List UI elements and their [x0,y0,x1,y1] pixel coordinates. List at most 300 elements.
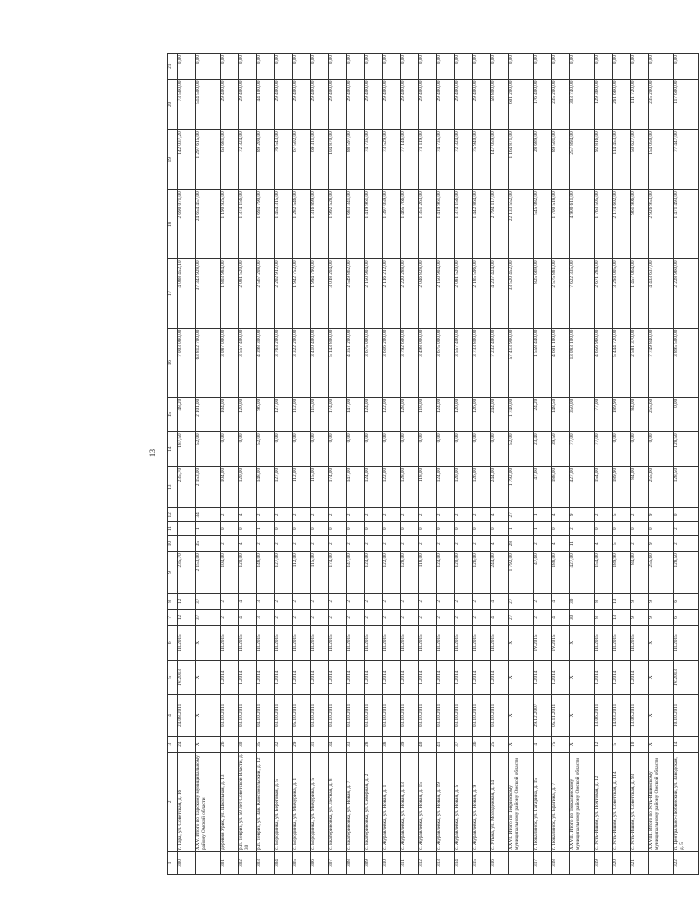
table-cell: 1 164 871,00 [509,130,534,190]
table-cell: 2 575 881,00 [552,259,570,328]
table-cell: 120,00 [239,466,257,508]
table-cell: IV.2013 [178,660,196,695]
table-cell: 244,00 [491,552,509,594]
subtotal-row [649,54,674,875]
table-cell: 2 [437,609,455,625]
table-cell: 2 228 960,00 [674,259,699,328]
table-cell: 318 [552,851,570,874]
table-cell: 44 100,00 [257,79,275,130]
table-cell: 03.10.2011 [437,695,455,737]
table-cell: 0,00 [631,432,649,467]
table-cell: 255,60 [649,466,674,508]
table-cell: 961 906,00 [631,190,649,259]
table-cell: 52,00 [257,432,275,467]
table-cell: X [649,660,674,695]
table-cell: 120,00 [239,552,257,594]
table-cell: 2 174 602,00 [613,190,631,259]
table-cell: 1 442 864,00 [473,190,491,259]
table-cell: 52,00 [196,432,221,467]
table-cell: 0 [552,522,570,536]
table-cell: X [570,626,595,661]
table-cell: 84,00 [631,466,649,508]
address-cell: XXV. Итого по Тарскому муниципальному району Омской области [196,752,221,851]
table-cell: X [196,695,221,737]
address-cell: с. Журавлевка, ул. Новая, д. 19 [437,752,455,851]
table-cell: 4 900 611,00 [570,190,595,259]
table-cell: 235 200,00 [649,79,674,130]
table-cell: 32 [275,736,293,752]
table-cell: 2 [570,522,595,536]
column-number-cell: 4 [168,695,178,737]
table-cell: 1 803 984,00 [221,259,239,328]
table-cell: 4 [552,536,570,552]
table-cell: 311 [401,851,419,874]
table-cell: 1 [534,508,552,522]
table-cell: 03.10.2011 [455,695,473,737]
table-cell: 1 [196,522,221,536]
table-cell: 126,00 [473,466,491,508]
table-cell [196,851,221,874]
table-cell: 2 [473,536,491,552]
table-cell: 0,00 [293,432,311,467]
table-cell: 0,00 [257,54,275,80]
table-cell: 0,00 [570,54,595,80]
table-cell: 0,00 [509,54,534,80]
table-cell: 176 400,00 [534,79,552,130]
address-cell: р.п. Тевриз, ул. Зав. Комсомольский, д. 12 [257,752,275,851]
table-cell: 9 [649,536,674,552]
table-cell: 322 [674,851,699,874]
table-cell: 4 601 100,00 [552,328,570,397]
table-cell: 2 081 520,00 [455,259,473,328]
table-cell: X [649,626,674,661]
table-cell: 1 763 505,00 [595,190,613,259]
table-cell: 7 232 400,00 [491,328,509,397]
table-cell: I.2014 [473,660,491,695]
table-cell: 3 733 800,00 [473,328,491,397]
table-cell: 29 400,00 [329,79,347,130]
column-number-cell: 17 [168,259,178,328]
table-cell: 24 654 457,00 [196,190,221,259]
table-cell: III.2015 [239,626,257,661]
table-cell: 307 [329,851,347,874]
table-cell: I.2014 [437,660,455,695]
table-cell: 29 400,00 [293,79,311,130]
table-cell: 2 [329,609,347,625]
table-cell: 111 720,00 [631,79,649,130]
table-cell: 319 [595,851,613,874]
table-cell: 4 [552,508,570,522]
table-cell: 2 [383,536,401,552]
table-cell: 40 [419,736,437,752]
table-cell: 300 [178,851,196,874]
table-cell: 2 [347,593,365,609]
subtotal-row [674,54,699,875]
table-cell: 2 [293,609,311,625]
table-cell: 427,00 [570,552,595,594]
table-cell: 03.10.2011 [473,695,491,737]
table-cell: 03.10.2011 [221,695,239,737]
table-cell: 1 374 156,00 [455,190,473,259]
table-cell: 0 [329,522,347,536]
table-cell: X [509,736,534,752]
table-cell: 4 [239,609,257,625]
table-cell: 67 502,00 [293,130,311,190]
table-cell: 29 400,00 [221,79,239,130]
table-cell: 0,00 [613,432,631,467]
table-cell: 0 [419,522,437,536]
table-cell: 5 [613,508,631,522]
table-cell: 1 700 518,00 [552,190,570,259]
table-cell: 3 018 204,00 [329,259,347,328]
table-cell: 2 671 284,00 [595,259,613,328]
table-cell: 188,00 [552,466,570,508]
table-cell: 6 [674,593,699,609]
column-number-cell: 8 [168,593,178,609]
table-cell: 2 [401,609,419,625]
table-cell: 9 [631,609,649,625]
table-cell: 2 [534,609,552,625]
table-cell: 2 [455,593,473,609]
table-cell: 0,00 [196,54,221,80]
column-number-cell: 10 [168,536,178,552]
table-cell: 29 400,00 [473,79,491,130]
table-cell: I.2014 [311,660,329,695]
table-cell: 0,00 [613,54,631,80]
table-cell: 0 [365,522,383,536]
table-cell: 88 597,00 [347,130,365,190]
table-cell: 174,00 [329,552,347,594]
table-cell: 2 [257,508,275,522]
address-cell: с. Екатериновка, ул. Северная, д. 2 [365,752,383,851]
table-cell: 0 [491,522,509,536]
table-cell: 29 400,00 [455,79,473,130]
table-cell: 235,70 [178,552,196,594]
table-cell: III.2015 [383,626,401,661]
table-cell: 13 083 100,00 [570,328,595,397]
table-cell: 92 816,00 [595,130,613,190]
address-cell: с. Журавлевка, ул. Новая, д. 13 [401,752,419,851]
table-cell: 27 [509,593,534,609]
address-cell: г. Тюкалинск, ул. Брагина, д. 7 [552,752,570,851]
table-cell: 0,00 [674,54,699,80]
table-cell: 118,00 [419,397,437,432]
table-cell: 261 660,00 [613,79,631,130]
table-cell: 147,00 [347,397,365,432]
table-cell: 3 792 600,00 [401,328,419,397]
table-cell: 03.10.2011 [419,695,437,737]
table-cell: 9 [570,508,595,522]
table-cell: IV.2015 [534,626,552,661]
table-cell: 174,00 [329,466,347,508]
table-cell: 1 190 925,00 [221,190,239,259]
table-cell: 235,70 [178,466,196,508]
table-cell: 114 453,00 [613,130,631,190]
table-cell: 77,00 [595,397,613,432]
table-cell: 147 059,00 [491,130,509,190]
subtotal-row [509,54,534,875]
table-cell: 120,00 [455,552,473,594]
table-cell: I.2014 [257,660,275,695]
table-cell: 2 153,00 [196,552,221,594]
table-cell: 0 [221,522,239,536]
table-cell: I.2014 [275,660,293,695]
table-cell: 0,00 [221,54,239,80]
table-cell: 2 690 071,00 [178,190,196,259]
column-number-cell: 14 [168,432,178,467]
table-cell: 71 119,00 [419,130,437,190]
table-cell: 2 [631,536,649,552]
table-cell: 4 [552,609,570,625]
page-number: 13 [148,449,157,457]
table-cell: III.2015 [419,626,437,661]
table-cell: 31 [311,736,329,752]
table-row [473,54,491,875]
table-cell: 4 [491,593,509,609]
table-cell: X [649,695,674,737]
table-cell: I.2014 [534,660,552,695]
table-cell: III.2015 [329,626,347,661]
table-cell: III.2015 [473,626,491,661]
table-cell: 4 [239,536,257,552]
table-cell: III.2015 [491,626,509,661]
table-cell: 24,20 [534,397,552,432]
table-cell: 76 543,00 [275,130,293,190]
table-cell: 0,00 [329,432,347,467]
table-cell: 2 150 904,00 [437,259,455,328]
table-cell: 1 374 156,00 [239,190,257,259]
table-cell: X [196,736,221,752]
column-number-row [168,54,178,875]
table-cell: 4 [491,536,509,552]
table-cell: 0 [473,522,491,536]
table-cell: 2 [383,508,401,522]
table-cell: I.2014 [383,660,401,695]
table-cell: 0,00 [674,397,699,432]
table-cell: 2 185 596,00 [473,259,491,328]
table-cell: 12 [178,609,196,625]
table-cell: 2 [419,593,437,609]
table-cell: III.2015 [347,626,365,661]
table-cell: 2 [419,536,437,552]
table-cell: 115,00 [311,397,329,432]
table-cell: 2 [275,508,293,522]
table-cell: 1 465 766,00 [401,190,419,259]
table-cell: 50 627,00 [631,130,649,190]
table-cell: 2 [455,609,473,625]
table-cell: X [570,660,595,695]
address-cell: с. Журавлевка, ул. Новая, д. 15 [419,752,437,851]
table-cell: I.2014 [631,660,649,695]
table-cell: 427,00 [570,466,595,508]
table-row [347,54,365,875]
table-cell: 314 [455,851,473,874]
table-cell: 2 [473,609,491,625]
table-cell: 2 [329,536,347,552]
table-cell: 120,00 [455,466,473,508]
table-cell: 0,00 [491,54,509,80]
table-cell: 127,00 [275,552,293,594]
table-cell: 320 [613,851,631,874]
table-cell: 4 [491,609,509,625]
table-cell [570,851,595,874]
address-cell: с. Утьма, ул. Молодежная, д. 14 [491,752,509,851]
table-cell: 1 [509,522,534,536]
table-cell: 29 400,00 [365,79,383,130]
table-cell: 303 740,00 [570,79,595,130]
table-cell: 47,60 [534,552,552,594]
table-cell: 47,60 [534,466,552,508]
table-cell: 117 600,00 [674,79,699,130]
table-cell: 26 [221,736,239,752]
table-cell: 30 [570,593,595,609]
table-cell: 75 940,00 [473,130,491,190]
table-cell: 13 [613,609,631,625]
table-cell: 0 [311,522,329,536]
table-cell: 118,00 [419,466,437,508]
column-number-cell: 19 [168,130,178,190]
table-cell: 4 433 637,00 [649,259,674,328]
table-cell: I.2014 [239,660,257,695]
table-cell: 03.10.2011 [311,695,329,737]
table-cell: 148,00 [257,552,275,594]
table-cell: 0,00 [383,432,401,467]
address-cell: с. Екатериновка, ул. Новая, д. 7 [347,752,365,851]
table-cell: 14.03.2011 [613,695,631,737]
table-cell: 0,00 [419,54,437,80]
table-cell: 825 669,00 [534,259,552,328]
table-cell: III.2015 [437,626,455,661]
table-cell: 2 [365,536,383,552]
table-cell: 127,00 [275,397,293,432]
table-cell: 306 [311,851,329,874]
table-cell: 8 [595,593,613,609]
table-cell: 77 447,00 [674,130,699,190]
table-cell: 2 [401,536,419,552]
table-cell: 104 870,00 [329,130,347,190]
table-cell: 28 [509,536,534,552]
table-cell: 0,00 [293,54,311,80]
table-cell: 301 [221,851,239,874]
address-cell: с. Бородинка, ул. Мичурина, д. 1 [293,752,311,851]
table-cell: 3 [257,609,275,625]
table-cell: 2 220 288,00 [401,259,419,328]
table-cell: 13.06.2011 [595,695,613,737]
table-cell: 11 [570,536,595,552]
table-cell: 8 [595,609,613,625]
table-cell: 128,00 [401,466,419,508]
table-cell: 0 [455,522,473,536]
table-cell: 3 294 005,00 [613,259,631,328]
table-cell: 0 [275,522,293,536]
table-cell: 316 [491,851,509,874]
table-cell: 128,50 [674,432,699,467]
table-cell: 0,00 [437,54,455,80]
table-cell: 3 616 200,00 [383,328,401,397]
table-cell: 3 675 000,00 [437,328,455,397]
table-cell: X [509,660,534,695]
table-cell: 0,00 [365,432,383,467]
table-cell: 4 [534,736,552,752]
address-cell: деревня Урик, ул. Школьная, д. 13 [221,752,239,851]
table-cell: 77,00 [570,432,595,467]
address-cell: с. Журавлевка, ул. Новая, д. 9 [473,752,491,851]
table-cell: 0,00 [347,432,365,467]
table-cell: 4 351 200,00 [347,328,365,397]
table-cell: 2 [437,536,455,552]
table-cell: III.2015 [365,626,383,661]
table-cell: 118,00 [419,552,437,594]
table-cell: 235 200,00 [552,79,570,130]
table-cell: 154,00 [595,552,613,594]
table-row [239,54,257,875]
column-number-cell: 7 [168,609,178,625]
table-cell: 128,00 [401,552,419,594]
table-cell: 57 413 900,00 [509,328,534,397]
table-cell: 2 [329,593,347,609]
table-cell: 22 133 552,00 [509,190,534,259]
table-cell: 03.10.2011 [383,695,401,737]
table-cell: 30 [570,609,595,625]
table-row [401,54,419,875]
table-row [221,54,239,875]
table-cell: 2 [275,593,293,609]
table-cell: 2 [347,536,365,552]
table-cell: 1 282 546,00 [293,190,311,259]
table-cell: 0,00 [473,54,491,80]
table-cell: 24.08.2011 [178,695,196,737]
table-cell: 2 [473,593,491,609]
table-cell: 29 400,00 [239,79,257,130]
table-cell: X [196,626,221,661]
table-cell: 0,00 [552,54,570,80]
table-cell: 29.12.2007 [534,695,552,737]
table-cell: 1 351 263,00 [419,190,437,259]
table-cell: 2 [311,536,329,552]
table-cell: 4 [239,593,257,609]
table-cell: III.2015 [455,626,473,661]
table-cell: 2 [534,593,552,609]
table-cell: 0 [293,522,311,536]
table-cell: 10.10.2011 [674,695,699,737]
table-cell: 0,00 [347,54,365,80]
table-cell: 129 360,00 [595,79,613,130]
table-cell: 2 [419,609,437,625]
table-cell: 25 [491,736,509,752]
table-row [631,54,649,875]
table-cell: 147,00 [347,552,365,594]
table-cell: 255,60 [649,397,674,432]
table-cell: I.2014 [491,660,509,695]
table-row [257,54,275,875]
table-cell: 154 050,00 [649,130,674,190]
table-cell: 142 037,20 [178,130,196,190]
address-cell: с. Усть-Ишим, ул. Почтовая, д. 12 [595,752,613,851]
column-number-cell: 5 [168,660,178,695]
table-cell: 03.10.2011 [275,695,293,737]
column-number-cell: 1 [168,851,178,874]
address-cell: р.п. Тевриз, ул. 50 лет Советской Власти, д. 30 [239,752,257,851]
table-cell: I.2014 [455,660,473,695]
table-cell: 124,00 [437,397,455,432]
table-cell: 1 297 615,00 [196,130,221,190]
address-cell: г. Тара, ул. Советская, д. 16 [178,752,196,851]
table-cell: 29 400,00 [383,79,401,130]
table-cell: 0,00 [275,54,293,80]
table-cell: 37 [196,593,221,609]
table-cell: 0 [631,522,649,536]
table-cell: 2 [221,536,239,552]
